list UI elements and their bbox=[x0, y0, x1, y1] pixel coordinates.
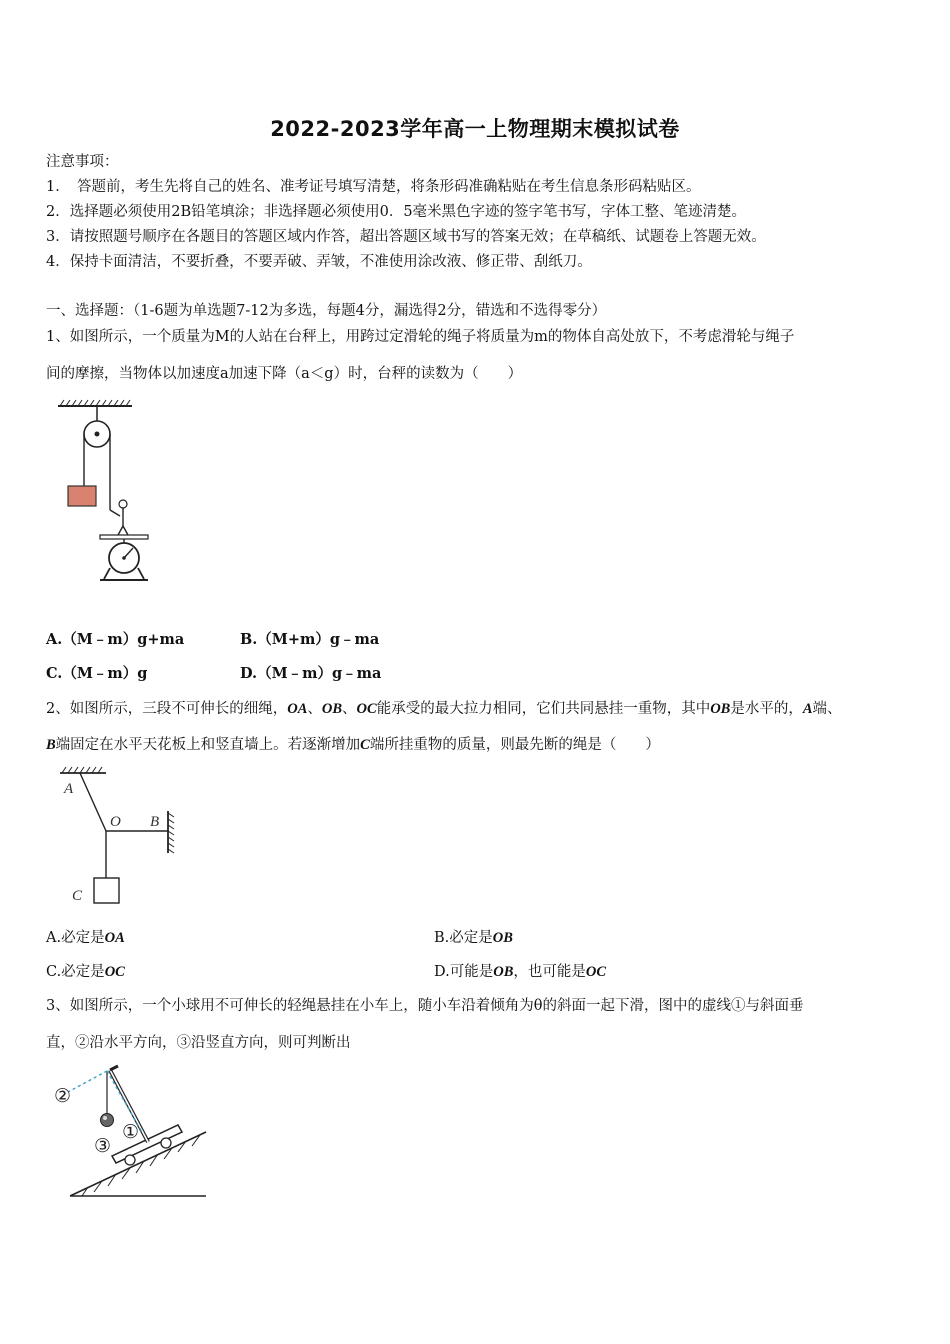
q2-option-d[interactable]: D.可能是OB，也可能是OC bbox=[434, 964, 607, 980]
q3-label-1: ① bbox=[122, 1122, 140, 1143]
notice-heading: 注意事项： bbox=[46, 154, 119, 170]
q2-option-a[interactable]: A.必定是OA bbox=[46, 930, 125, 946]
q3-label-2: ② bbox=[54, 1086, 72, 1107]
q2-stem-line1: 2、如图所示，三段不可伸长的细绳，OA、OB、OC能承受的最大拉力相同，它们共同悬挂一重物，其中OB是水平的，A端、 bbox=[46, 701, 842, 717]
q1-option-a[interactable]: A.（M﹣m）g+ma bbox=[46, 631, 185, 648]
q1-option-d[interactable]: D.（M﹣m）g﹣ma bbox=[240, 665, 382, 682]
q1-option-b[interactable]: B.（M+m）g﹣ma bbox=[240, 631, 380, 648]
q2-option-b[interactable]: B.必定是OB bbox=[434, 930, 513, 946]
section-heading: 一、选择题：（1-6题为单选题7-12为多选，每题4分，漏选得2分，错选和不选得零分） bbox=[46, 303, 607, 319]
q1-stem-line2: 间的摩擦，当物体以加速度a加速下降（a＜g）时，台秤的读数为（ ） bbox=[46, 366, 523, 382]
q3-stem-line2: 直，②沿水平方向，③沿竖直方向，则可判断出 bbox=[46, 1035, 351, 1051]
notice-item-4: 4．保持卡面清洁，不要折叠，不要弄破、弄皱，不准使用涂改液、修正带、刮纸刀。 bbox=[46, 254, 592, 270]
q2-label-b: B bbox=[150, 814, 160, 830]
q2-label-a: A bbox=[64, 781, 74, 797]
q3-incline-cart-figure bbox=[48, 1062, 213, 1208]
q2-stem-line2: B端固定在水平天花板上和竖直墙上。若逐渐增加C端所挂重物的质量，则最先断的绳是（ ） bbox=[46, 737, 660, 753]
q2-option-c[interactable]: C.必定是OC bbox=[46, 964, 125, 980]
notice-item-3: 3．请按照题号顺序在各题目的答题区域内作答，超出答题区域书写的答案无效；在草稿纸、试题卷上答题无效。 bbox=[46, 229, 766, 245]
q1-pulley-scale-figure bbox=[50, 398, 160, 588]
q1-option-c[interactable]: C.（M﹣m）g bbox=[46, 665, 148, 682]
page-title: 2022-2023学年高一上物理期末模拟试卷 bbox=[270, 117, 680, 141]
q3-stem-line1: 3、如图所示，一个小球用不可伸长的轻绳悬挂在小车上，随小车沿着倾角为θ的斜面一起下滑，图中的虚线①与斜面垂 bbox=[46, 998, 804, 1014]
q2-rope-figure bbox=[56, 765, 186, 915]
notice-item-2: 2．选择题必须使用2B铅笔填涂；非选择题必须使用0．5毫米黑色字迹的签字笔书写，字体工整、笔迹清楚。 bbox=[46, 204, 747, 220]
q2-label-o: O bbox=[110, 814, 121, 830]
q3-label-3: ③ bbox=[94, 1136, 112, 1157]
q1-stem-line1: 1、如图所示，一个质量为M的人站在台秤上，用跨过定滑轮的绳子将质量为m的物体自高处放下，不考虑滑轮与绳子 bbox=[46, 329, 795, 345]
notice-item-1: 1． 答题前，考生先将自己的姓名、准考证号填写清楚，将条形码准确粘贴在考生信息条形码粘贴区。 bbox=[46, 179, 701, 195]
q2-label-c: C bbox=[72, 888, 83, 904]
